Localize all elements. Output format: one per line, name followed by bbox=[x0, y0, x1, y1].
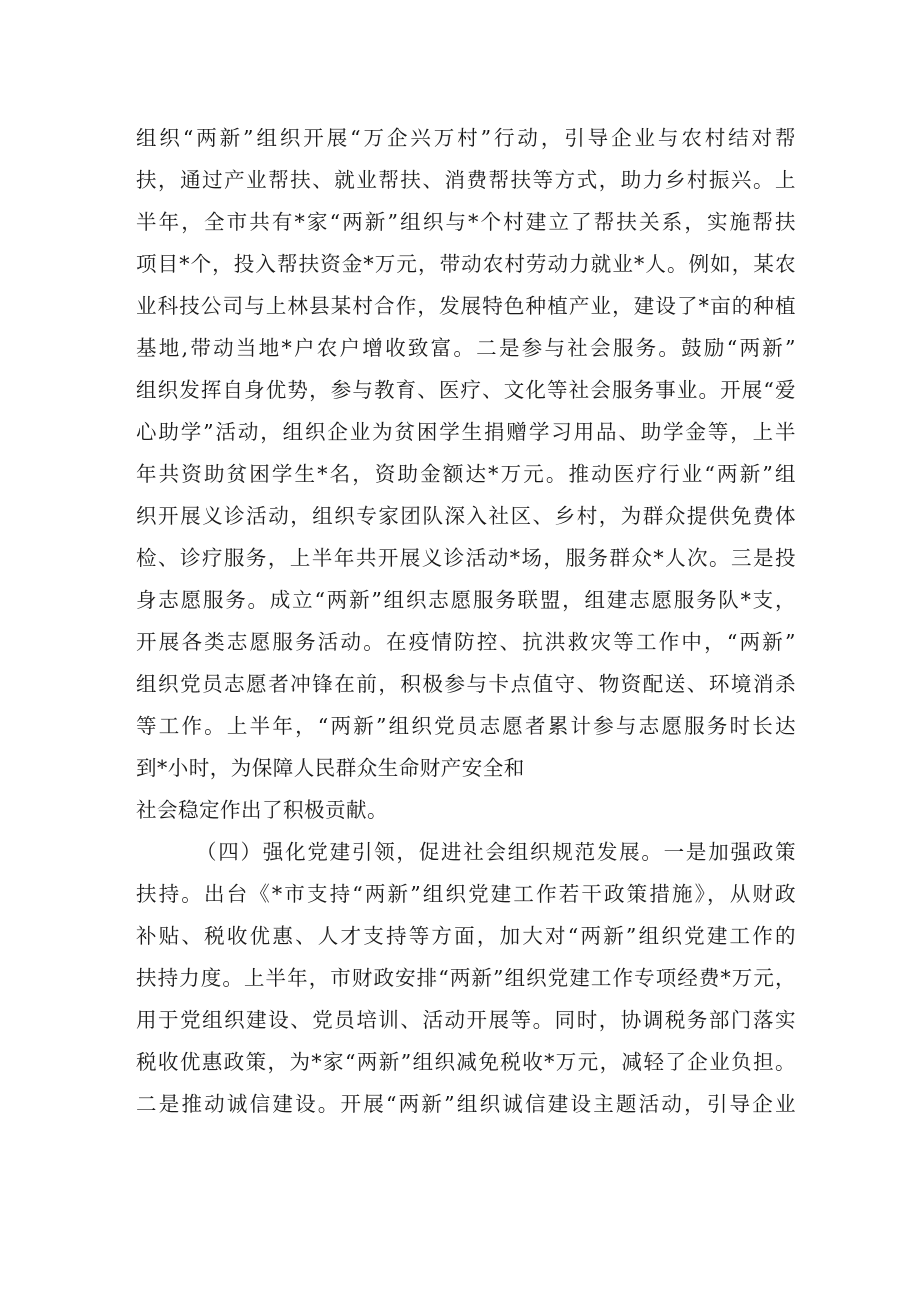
text-line: 等工作。上半年，“两新”组织党员志愿者累计参与志愿服务时长达 bbox=[136, 714, 796, 738]
text-line: 二是推动诚信建设。开展“两新”组织诚信建设主题活动，引导企业 bbox=[136, 1092, 796, 1116]
text-line: 扶，通过产业帮扶、就业帮扶、消费帮扶等方式，助力乡村振兴。上 bbox=[136, 168, 796, 192]
text-line: 补贴、税收优惠、人才支持等方面，加大对“两新”组织党建工作的 bbox=[136, 924, 796, 948]
text-line: 到*小时，为保障人民群众生命财产安全和 bbox=[136, 756, 525, 780]
text-line: 心助学”活动，组织企业为贫困学生捐赠学习用品、助学金等，上半 bbox=[136, 420, 796, 444]
text-line: 年共资助贫困学生*名，资助金额达*万元。推动医疗行业“两新”组 bbox=[136, 462, 796, 486]
text-line: 用于党组织建设、党员培训、活动开展等。同时，协调税务部门落实 bbox=[136, 1008, 796, 1032]
text-line: 扶持。出台《*市支持“两新”组织党建工作若干政策措施》，从财政 bbox=[136, 882, 796, 906]
text-line: 身志愿服务。成立“两新”组织志愿服务联盟，组建志愿服务队*支， bbox=[136, 588, 796, 612]
text-line: 半年，全市共有*家“两新”组织与*个村建立了帮扶关系，实施帮扶 bbox=[136, 210, 796, 234]
text-line: 检、诊疗服务，上半年共开展义诊活动*场，服务群众*人次。三是投 bbox=[136, 546, 796, 570]
section-heading-line: （四）强化党建引领，促进社会组织规范发展。一是加强政策 bbox=[196, 840, 796, 864]
text-line: 项目*个，投入帮扶资金*万元，带动农村劳动力就业*人。例如，某农 bbox=[136, 252, 796, 276]
text-line: 开展各类志愿服务活动。在疫情防控、抗洪救灾等工作中，“两新” bbox=[136, 630, 796, 654]
text-line: 组织“两新”组织开展“万企兴万村”行动，引导企业与农村结对帮 bbox=[136, 126, 796, 150]
text-line: 织开展义诊活动，组织专家团队深入社区、乡村，为群众提供免费体 bbox=[136, 504, 796, 528]
text-line: 组织发挥自身优势，参与教育、医疗、文化等社会服务事业。开展“爱 bbox=[136, 378, 796, 402]
text-line: 组织党员志愿者冲锋在前，积极参与卡点值守、物资配送、环境消杀 bbox=[136, 672, 796, 696]
text-line: 基地,带动当地*户农户增收致富。二是参与社会服务。鼓励“两新” bbox=[136, 336, 796, 360]
text-line: 社会稳定作出了积极贡献。 bbox=[136, 798, 388, 822]
text-line: 业科技公司与上林县某村合作，发展特色种植产业，建设了*亩的种植 bbox=[136, 294, 796, 318]
text-line: 税收优惠政策，为*家“两新”组织减免税收*万元，减轻了企业负担。 bbox=[136, 1050, 796, 1074]
text-line: 扶持力度。上半年，市财政安排“两新”组织党建工作专项经费*万元， bbox=[136, 966, 796, 990]
